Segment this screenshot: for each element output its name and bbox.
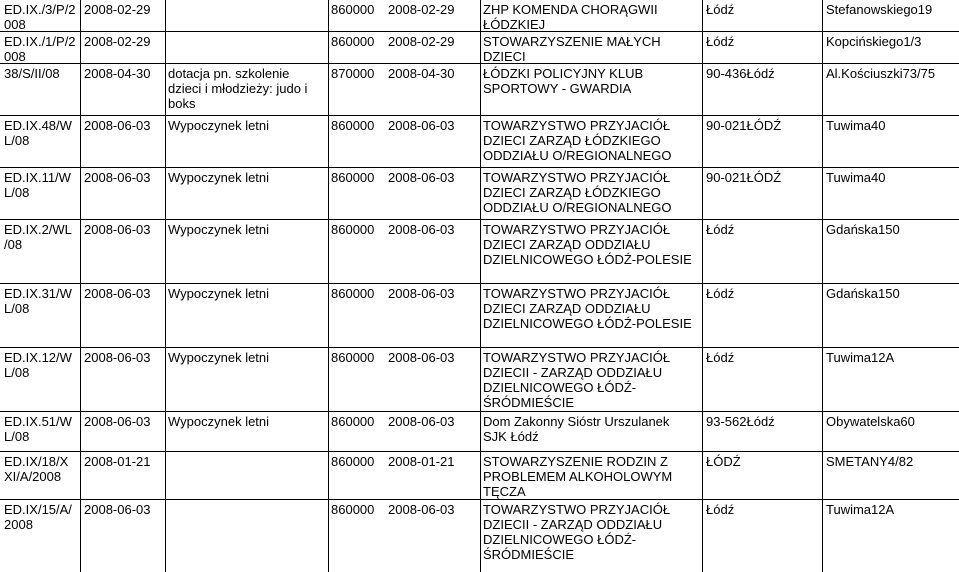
postal-city: Łódź: [706, 350, 735, 365]
street-address: Al.Kościuszki73/75: [826, 66, 936, 81]
section-code: 860000: [331, 286, 375, 301]
contract-date: 2008-02-29: [388, 34, 455, 49]
column-divider: [480, 0, 481, 572]
record-id: ED.IX.31/W L/08: [4, 286, 72, 316]
record-date: 2008-06-03: [84, 502, 151, 517]
task-title: Wypoczynek letni: [168, 222, 270, 237]
organization-name: ZHP KOMENDA CHORĄGWII ŁÓDZKIEJ: [483, 2, 658, 32]
contract-date: 2008-06-03: [388, 286, 455, 301]
section-code: 860000: [331, 118, 375, 133]
contract-date: 2008-01-21: [388, 454, 455, 469]
postal-city: ŁÓDŹ: [706, 454, 741, 469]
record-id: ED.IX.48/W L/08: [4, 118, 72, 148]
postal-city: 93-562Łódź: [706, 414, 775, 429]
record-date: 2008-06-03: [84, 118, 151, 133]
task-title: Wypoczynek letni: [168, 414, 270, 429]
contract-date: 2008-06-03: [388, 350, 455, 365]
record-id: ED.IX./1/P/2 008: [4, 34, 76, 64]
section-code: 860000: [331, 454, 375, 469]
postal-city: Łódź: [706, 502, 735, 517]
task-title: Wypoczynek letni: [168, 170, 270, 185]
task-title: Wypoczynek letni: [168, 118, 270, 133]
contract-date: 2008-06-03: [388, 118, 455, 133]
street-address: Obywatelska60: [826, 414, 915, 429]
street-address: Tuwima12A: [826, 502, 895, 517]
postal-city: 90-436Łódź: [706, 66, 775, 81]
postal-city: 90-021ŁÓDŹ: [706, 170, 782, 185]
organization-name: STOWARZYSZENIE RODZIN Z PROBLEMEM ALKOHOLOWYM TĘCZA: [483, 454, 673, 499]
postal-city: Łódź: [706, 34, 735, 49]
street-address: Tuwima12A: [826, 350, 895, 365]
record-id: ED.IX/15/A/ 2008: [4, 502, 72, 532]
street-address: Gdańska150: [826, 286, 900, 301]
section-code: 870000: [331, 66, 375, 81]
section-code: 860000: [331, 34, 375, 49]
record-date: 2008-06-03: [84, 350, 151, 365]
record-date: 2008-01-21: [84, 454, 151, 469]
record-id: ED.IX.51/W L/08: [4, 414, 72, 444]
street-address: SMETANY4/82: [826, 454, 914, 469]
street-address: Tuwima40: [826, 170, 886, 185]
task-title: dotacja pn. szkolenie dzieci i młodzieży: judo i boks: [168, 66, 308, 111]
contract-date: 2008-02-29: [388, 2, 455, 17]
organization-name: TOWARZYSTWO PRZYJACIÓŁ DZIECI ZARZĄD ODDZIAŁU DZIELNICOWEGO ŁÓDŹ-POLESIE: [483, 286, 692, 331]
street-address: Gdańska150: [826, 222, 900, 237]
section-code: 860000: [331, 2, 375, 17]
contract-date: 2008-04-30: [388, 66, 455, 81]
contract-date: 2008-06-03: [388, 222, 455, 237]
street-address: Stefanowskiego19: [826, 2, 933, 17]
column-divider: [165, 0, 166, 572]
section-code: 860000: [331, 414, 375, 429]
organization-name: Dom Zakonny Sióstr Urszulanek SJK Łódź: [483, 414, 670, 444]
record-date: 2008-06-03: [84, 286, 151, 301]
record-id: ED.IX.12/W L/08: [4, 350, 72, 380]
record-date: 2008-02-29: [84, 34, 151, 49]
contract-date: 2008-06-03: [388, 414, 455, 429]
record-id: ED.IX.2/WL /08: [4, 222, 72, 252]
record-date: 2008-04-30: [84, 66, 151, 81]
section-code: 860000: [331, 170, 375, 185]
column-divider: [328, 0, 329, 572]
postal-city: 90-021ŁÓDŹ: [706, 118, 782, 133]
contract-date: 2008-06-03: [388, 170, 455, 185]
organization-name: TOWARZYSTWO PRZYJACIÓŁ DZIECI ZARZĄD ŁÓDZKIEGO ODDZIAŁU O/REGIONALNEGO: [483, 170, 672, 215]
record-date: 2008-02-29: [84, 2, 151, 17]
postal-city: Łódź: [706, 222, 735, 237]
section-code: 860000: [331, 502, 375, 517]
column-divider: [822, 0, 823, 572]
record-id: ED.IX.11/W L/08: [4, 170, 71, 200]
section-code: 860000: [331, 350, 375, 365]
organization-name: STOWARZYSZENIE MAŁYCH DZIECI: [483, 34, 661, 64]
section-code: 860000: [331, 222, 375, 237]
task-title: Wypoczynek letni: [168, 350, 270, 365]
organization-name: ŁÓDZKI POLICYJNY KLUB SPORTOWY - GWARDIA: [483, 66, 644, 96]
street-address: Tuwima40: [826, 118, 886, 133]
record-date: 2008-06-03: [84, 222, 151, 237]
organization-name: TOWARZYSTWO PRZYJACIÓŁ DZIECI ZARZĄD ODDZIAŁU DZIELNICOWEGO ŁÓDŹ-POLESIE: [483, 222, 692, 267]
column-divider: [702, 0, 703, 572]
organization-name: TOWARZYSTWO PRZYJACIÓŁ DZIECI ZARZĄD ŁÓDZKIEGO ODDZIAŁU O/REGIONALNEGO: [483, 118, 672, 163]
record-date: 2008-06-03: [84, 414, 151, 429]
postal-city: Łódź: [706, 286, 735, 301]
organization-name: TOWARZYSTWO PRZYJACIÓŁ DZIECII - ZARZĄD ODDZIAŁU DZIELNICOWEGO ŁÓDŹ-ŚRÓDMIEŚCIE: [483, 502, 671, 562]
record-id: 38/S/II/08: [4, 66, 60, 81]
street-address: Kopcińskiego1/3: [826, 34, 922, 49]
record-id: ED.IX./3/P/2 008: [4, 2, 76, 32]
task-title: Wypoczynek letni: [168, 286, 270, 301]
postal-city: Łódź: [706, 2, 735, 17]
record-date: 2008-06-03: [84, 170, 151, 185]
record-id: ED.IX/18/X XI/A/2008: [4, 454, 69, 484]
column-divider: [80, 0, 81, 572]
organization-name: TOWARZYSTWO PRZYJACIÓŁ DZIECII - ZARZĄD ODDZIAŁU DZIELNICOWEGO ŁÓDŹ-ŚRÓDMIEŚCIE: [483, 350, 671, 410]
contract-date: 2008-06-03: [388, 502, 455, 517]
